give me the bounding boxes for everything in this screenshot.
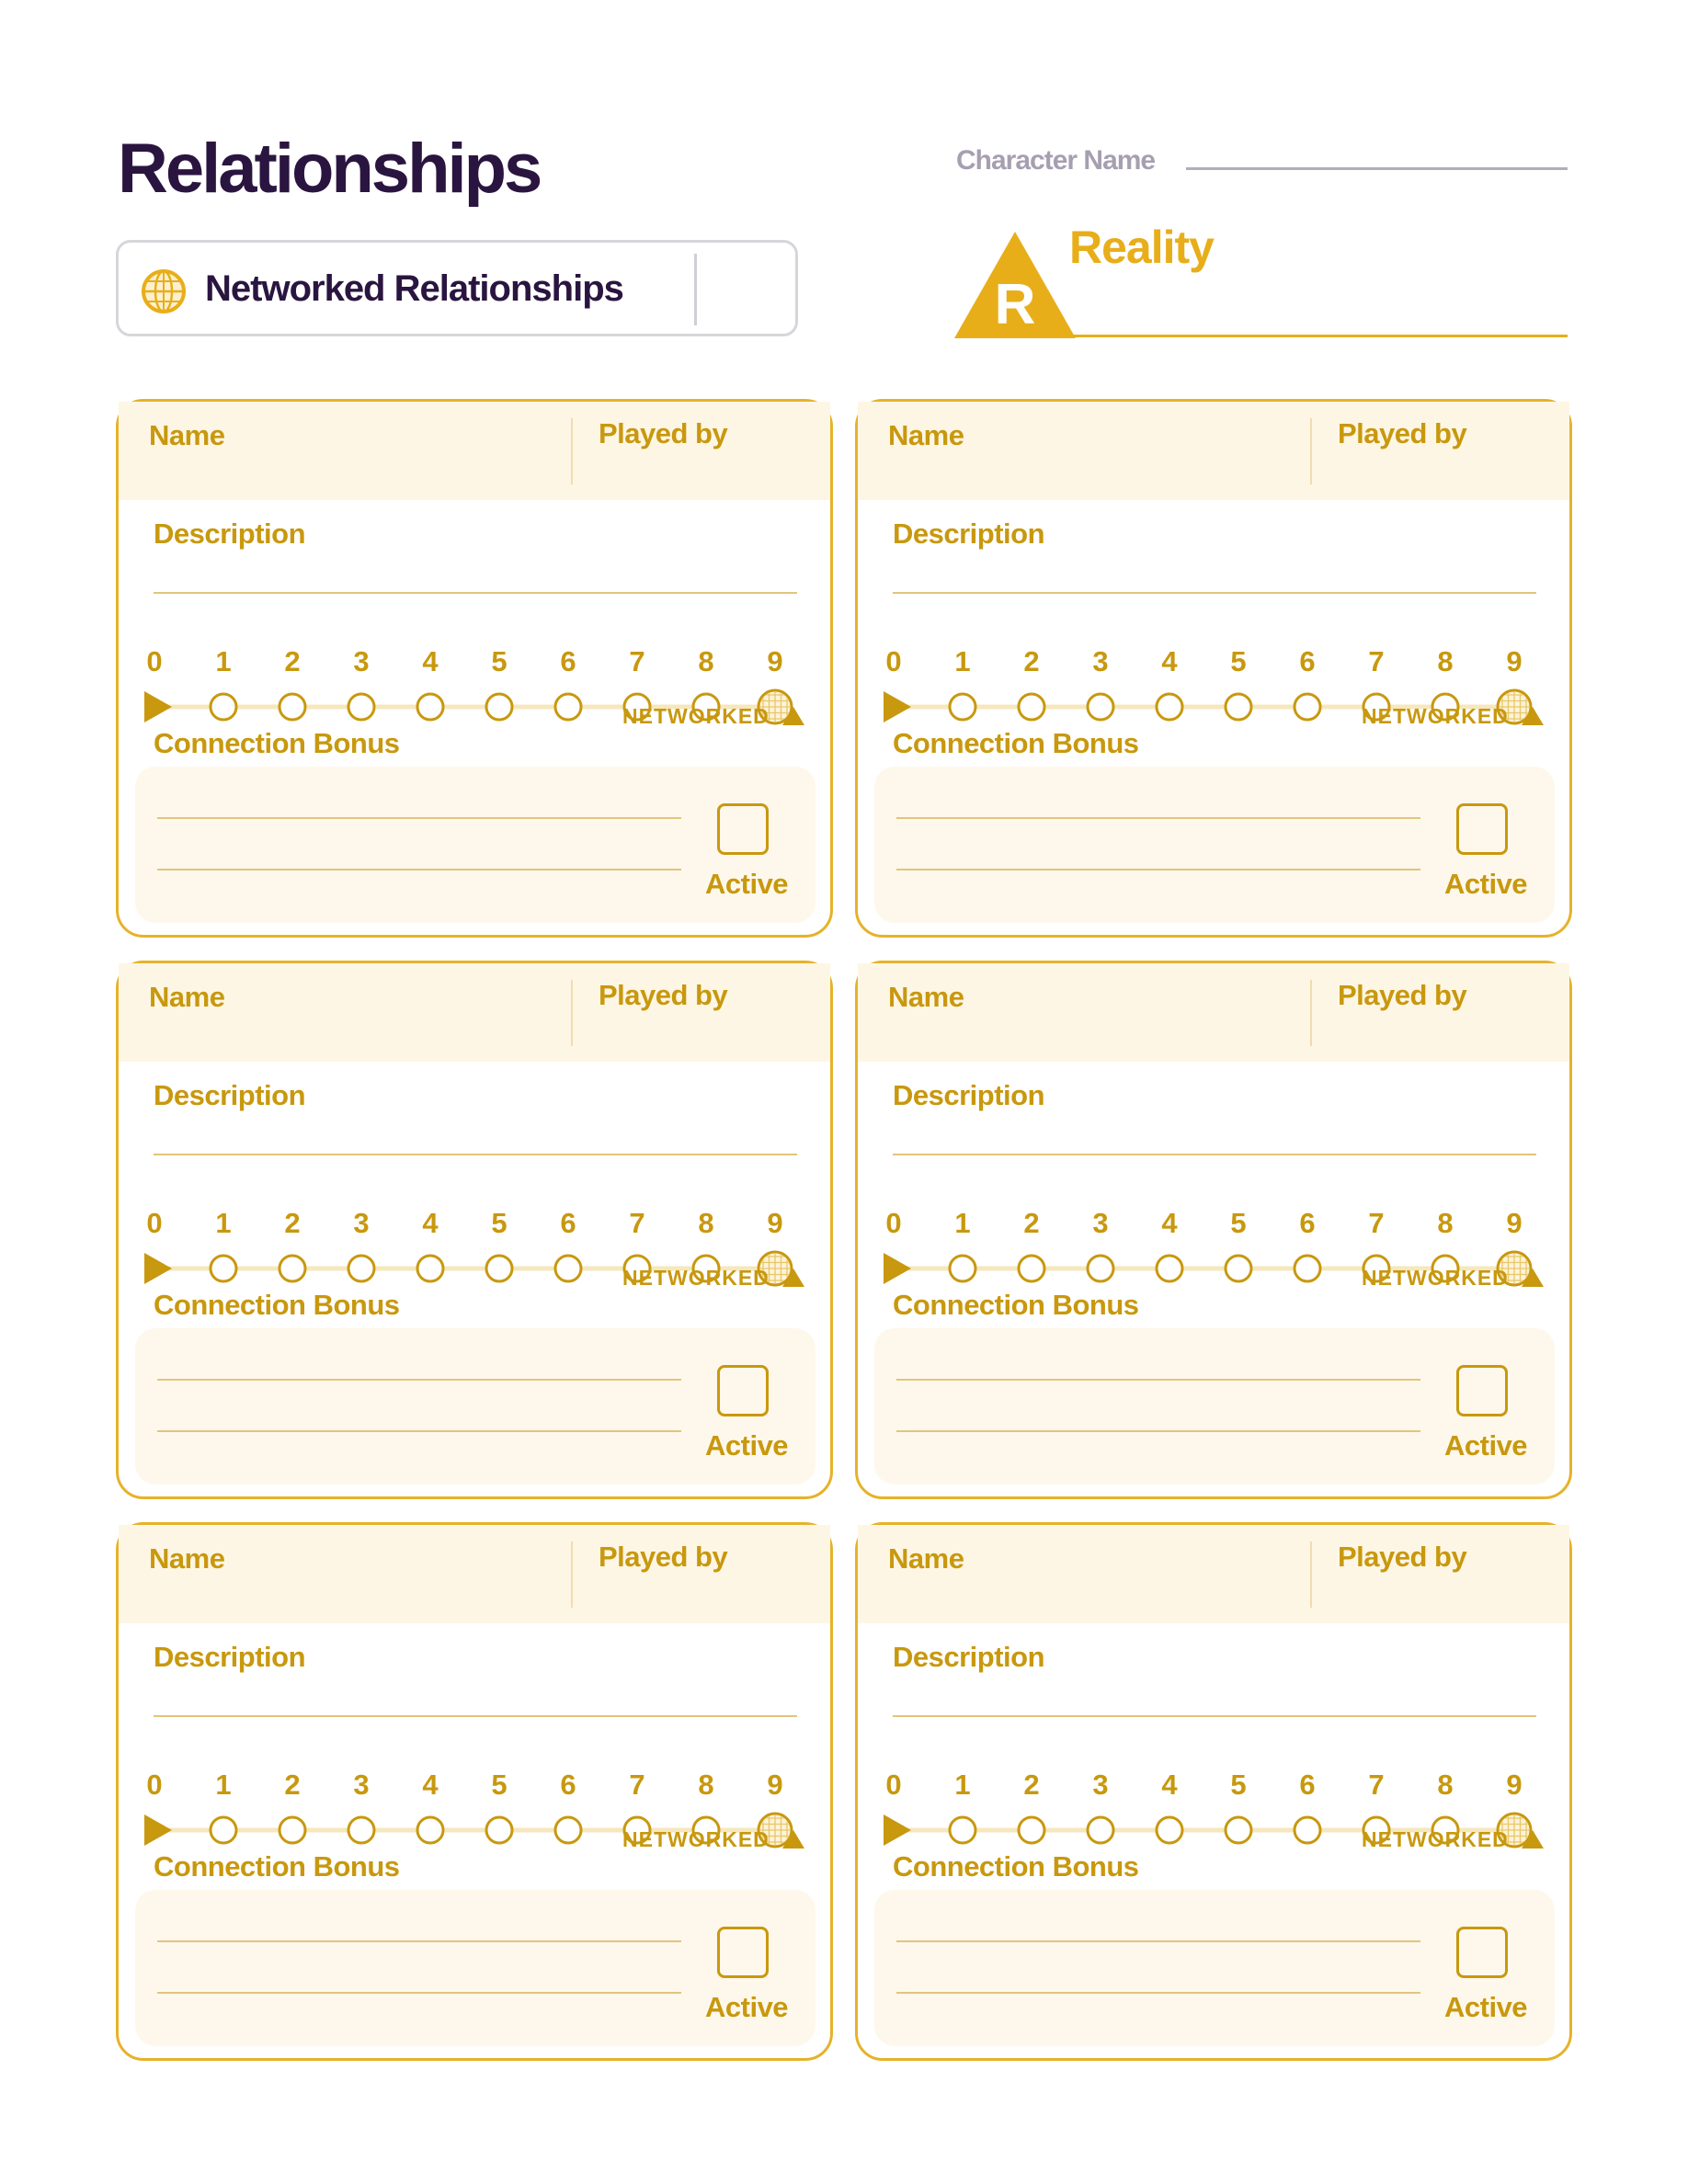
character-name-field[interactable] <box>1186 167 1568 170</box>
track-circle[interactable] <box>1088 694 1113 720</box>
card-header <box>119 402 830 500</box>
description-label: Description <box>893 1079 1045 1111</box>
track-number: 1 <box>954 1207 971 1239</box>
networked-label: NETWORKED <box>622 704 770 728</box>
track-circle[interactable] <box>1019 694 1044 720</box>
name-label: Name <box>149 981 225 1013</box>
header-divider <box>1310 1541 1312 1608</box>
networked-label: NETWORKED <box>622 1827 770 1851</box>
track-circle[interactable] <box>1295 1817 1320 1843</box>
start-arrow-icon <box>144 1253 172 1284</box>
description-label: Description <box>154 1079 306 1111</box>
connection-bonus-label: Connection Bonus <box>893 1289 1139 1321</box>
track-circle[interactable] <box>279 1817 305 1843</box>
networked-triangle-icon <box>782 1830 804 1848</box>
connection-bonus-box <box>874 767 1555 923</box>
description-field[interactable] <box>893 1715 1536 1717</box>
track-number: 7 <box>1368 1207 1385 1239</box>
track-number: 8 <box>698 1207 714 1239</box>
track-number: 4 <box>1161 1769 1178 1801</box>
active-label: Active <box>1444 1991 1528 2023</box>
track-circle[interactable] <box>486 1817 512 1843</box>
header-divider <box>571 418 573 484</box>
card-header <box>858 1525 1569 1623</box>
played-by-label: Played by <box>599 1541 728 1573</box>
track-number: 6 <box>560 645 576 677</box>
start-arrow-icon <box>144 1814 172 1846</box>
track-circle[interactable] <box>211 1817 236 1843</box>
connection-bonus-line[interactable] <box>896 817 1420 819</box>
track-number: 2 <box>1023 1207 1040 1239</box>
track-number: 9 <box>1506 1769 1523 1801</box>
relationship-card <box>855 1522 1572 2061</box>
track-number: 1 <box>954 645 971 677</box>
relationship-card <box>116 399 833 938</box>
track-number: 3 <box>1092 1769 1109 1801</box>
track-circle[interactable] <box>417 694 443 720</box>
track-number: 1 <box>215 1769 232 1801</box>
track-number: 0 <box>885 1769 902 1801</box>
connection-bonus-line[interactable] <box>896 869 1420 870</box>
played-by-label: Played by <box>599 417 728 449</box>
track-circle[interactable] <box>1157 1817 1182 1843</box>
track-number: 4 <box>422 1207 439 1239</box>
description-field[interactable] <box>154 1715 797 1717</box>
globe-icon <box>141 268 187 314</box>
track-circle[interactable] <box>279 694 305 720</box>
relationship-card <box>116 961 833 1499</box>
played-by-label: Played by <box>599 979 728 1011</box>
header-divider <box>1310 418 1312 484</box>
card-header <box>119 963 830 1062</box>
track-circle[interactable] <box>1088 1817 1113 1843</box>
name-label: Name <box>149 419 225 451</box>
track-circle[interactable] <box>1226 1256 1251 1281</box>
track-circle[interactable] <box>417 1256 443 1281</box>
networked-label: NETWORKED <box>622 1266 770 1290</box>
track-number: 5 <box>1230 645 1247 677</box>
track-number: 3 <box>353 1207 370 1239</box>
track-number: 8 <box>698 645 714 677</box>
track-number: 0 <box>146 645 163 677</box>
networked-triangle-icon <box>782 1268 804 1287</box>
track-circle[interactable] <box>348 694 374 720</box>
name-label: Name <box>888 981 964 1013</box>
active-checkbox[interactable] <box>1456 1365 1508 1416</box>
section-label: Networked Relationships <box>205 268 623 309</box>
track-number: 0 <box>146 1769 163 1801</box>
connection-bonus-line[interactable] <box>157 1430 681 1432</box>
track-number: 8 <box>1437 1207 1454 1239</box>
track-number: 4 <box>1161 645 1178 677</box>
connection-bonus-line[interactable] <box>896 1940 1420 1942</box>
active-label: Active <box>705 868 789 900</box>
track-circle[interactable] <box>950 1817 975 1843</box>
track-number: 1 <box>954 1769 971 1801</box>
networked-triangle-icon <box>1522 707 1544 725</box>
reality-triangle-icon <box>954 232 1076 338</box>
description-field[interactable] <box>893 592 1536 594</box>
track-circle[interactable] <box>486 694 512 720</box>
connection-bonus-line[interactable] <box>896 1992 1420 1994</box>
description-label: Description <box>893 518 1045 550</box>
networked-triangle-icon <box>1522 1268 1544 1287</box>
track-number: 0 <box>146 1207 163 1239</box>
track-circle[interactable] <box>1226 694 1251 720</box>
track-circle[interactable] <box>1295 694 1320 720</box>
track-circle[interactable] <box>1088 1256 1113 1281</box>
track-circle[interactable] <box>1295 1256 1320 1281</box>
track-number: 1 <box>215 645 232 677</box>
track-number: 9 <box>1506 645 1523 677</box>
track-number: 4 <box>1161 1207 1178 1239</box>
card-header <box>858 402 1569 500</box>
start-arrow-icon <box>884 691 911 722</box>
reality-field[interactable] <box>1069 335 1568 337</box>
track-number: 1 <box>215 1207 232 1239</box>
track-number: 3 <box>1092 1207 1109 1239</box>
header-divider <box>571 980 573 1046</box>
card-header <box>858 963 1569 1062</box>
track-number: 5 <box>491 645 508 677</box>
track-number: 7 <box>1368 1769 1385 1801</box>
relationship-card <box>855 961 1572 1499</box>
track-number: 6 <box>560 1769 576 1801</box>
connection-bonus-box <box>874 1328 1555 1484</box>
played-by-label: Played by <box>1338 417 1467 449</box>
connection-bonus-label: Connection Bonus <box>893 727 1139 759</box>
connection-bonus-line[interactable] <box>157 1992 681 1994</box>
section-box <box>116 240 798 336</box>
name-label: Name <box>149 1542 225 1575</box>
track-number: 3 <box>353 645 370 677</box>
active-label: Active <box>705 1429 789 1462</box>
track-circle[interactable] <box>486 1256 512 1281</box>
track-number: 5 <box>491 1207 508 1239</box>
connection-bonus-line[interactable] <box>157 1940 681 1942</box>
track-number: 9 <box>767 1769 783 1801</box>
start-arrow-icon <box>884 1814 911 1846</box>
track-circle[interactable] <box>555 1817 581 1843</box>
track-circle[interactable] <box>1157 1256 1182 1281</box>
track-number: 7 <box>629 645 645 677</box>
connection-bonus-line[interactable] <box>896 1430 1420 1432</box>
track-circle[interactable] <box>950 1256 975 1281</box>
track-number: 5 <box>1230 1207 1247 1239</box>
connection-bonus-line[interactable] <box>157 869 681 870</box>
track-circle[interactable] <box>348 1817 374 1843</box>
active-checkbox[interactable] <box>1456 803 1508 855</box>
description-field[interactable] <box>154 592 797 594</box>
track-circle[interactable] <box>555 1256 581 1281</box>
connection-bonus-line[interactable] <box>896 1379 1420 1381</box>
connection-bonus-label: Connection Bonus <box>154 1850 400 1883</box>
reality-label: Reality <box>1069 222 1214 273</box>
relationship-card <box>855 399 1572 938</box>
track-circle[interactable] <box>1226 1817 1251 1843</box>
track-number: 2 <box>284 1769 301 1801</box>
section-divider <box>694 254 697 325</box>
track-circle[interactable] <box>1019 1817 1044 1843</box>
track-number: 6 <box>1299 1769 1316 1801</box>
active-checkbox[interactable] <box>717 803 769 855</box>
relationship-card <box>116 1522 833 2061</box>
description-field[interactable] <box>893 1154 1536 1155</box>
networked-label: NETWORKED <box>1362 704 1509 728</box>
active-label: Active <box>1444 868 1528 900</box>
track-number: 2 <box>284 645 301 677</box>
connection-bonus-box <box>874 1890 1555 2046</box>
track-number: 6 <box>1299 645 1316 677</box>
track-number: 6 <box>1299 1207 1316 1239</box>
track-number: 2 <box>1023 645 1040 677</box>
networked-triangle-icon <box>1522 1830 1544 1848</box>
track-number: 2 <box>1023 1769 1040 1801</box>
character-name-label: Character Name <box>956 145 1156 176</box>
track-number: 9 <box>767 1207 783 1239</box>
played-by-label: Played by <box>1338 979 1467 1011</box>
track-number: 6 <box>560 1207 576 1239</box>
track-number: 8 <box>698 1769 714 1801</box>
networked-triangle-icon <box>782 707 804 725</box>
track-number: 9 <box>767 645 783 677</box>
card-header <box>119 1525 830 1623</box>
start-arrow-icon <box>144 691 172 722</box>
track-number: 3 <box>1092 645 1109 677</box>
connection-bonus-line[interactable] <box>157 817 681 819</box>
track-number: 7 <box>629 1207 645 1239</box>
networked-label: NETWORKED <box>1362 1827 1509 1851</box>
connection-bonus-label: Connection Bonus <box>154 1289 400 1321</box>
connection-bonus-box <box>135 767 815 923</box>
description-label: Description <box>154 518 306 550</box>
header-divider <box>1310 980 1312 1046</box>
track-number: 9 <box>1506 1207 1523 1239</box>
active-label: Active <box>705 1991 789 2023</box>
description-label: Description <box>154 1641 306 1673</box>
track-number: 2 <box>284 1207 301 1239</box>
played-by-label: Played by <box>1338 1541 1467 1573</box>
track-number: 8 <box>1437 645 1454 677</box>
track-circle[interactable] <box>348 1256 374 1281</box>
connection-bonus-label: Connection Bonus <box>893 1850 1139 1883</box>
reality-letter: R <box>994 273 1036 336</box>
start-arrow-icon <box>884 1253 911 1284</box>
description-field[interactable] <box>154 1154 797 1155</box>
name-label: Name <box>888 419 964 451</box>
active-checkbox[interactable] <box>717 1927 769 1978</box>
track-number: 3 <box>353 1769 370 1801</box>
track-number: 4 <box>422 645 439 677</box>
description-label: Description <box>893 1641 1045 1673</box>
track-number: 0 <box>885 645 902 677</box>
track-circle[interactable] <box>1157 694 1182 720</box>
active-checkbox[interactable] <box>717 1365 769 1416</box>
track-number: 0 <box>885 1207 902 1239</box>
page-title: Relationships <box>118 130 541 208</box>
track-number: 7 <box>629 1769 645 1801</box>
connection-bonus-label: Connection Bonus <box>154 727 400 759</box>
track-circle[interactable] <box>555 694 581 720</box>
track-number: 4 <box>422 1769 439 1801</box>
track-number: 8 <box>1437 1769 1454 1801</box>
track-circle[interactable] <box>1019 1256 1044 1281</box>
track-number: 7 <box>1368 645 1385 677</box>
track-circle[interactable] <box>279 1256 305 1281</box>
networked-label: NETWORKED <box>1362 1266 1509 1290</box>
track-circle[interactable] <box>211 1256 236 1281</box>
track-number: 5 <box>491 1769 508 1801</box>
active-checkbox[interactable] <box>1456 1927 1508 1978</box>
connection-bonus-line[interactable] <box>157 1379 681 1381</box>
name-label: Name <box>888 1542 964 1575</box>
connection-bonus-box <box>135 1328 815 1484</box>
connection-bonus-box <box>135 1890 815 2046</box>
track-number: 5 <box>1230 1769 1247 1801</box>
track-circle[interactable] <box>417 1817 443 1843</box>
track-circle[interactable] <box>211 694 236 720</box>
header-divider <box>571 1541 573 1608</box>
track-circle[interactable] <box>950 694 975 720</box>
active-label: Active <box>1444 1429 1528 1462</box>
